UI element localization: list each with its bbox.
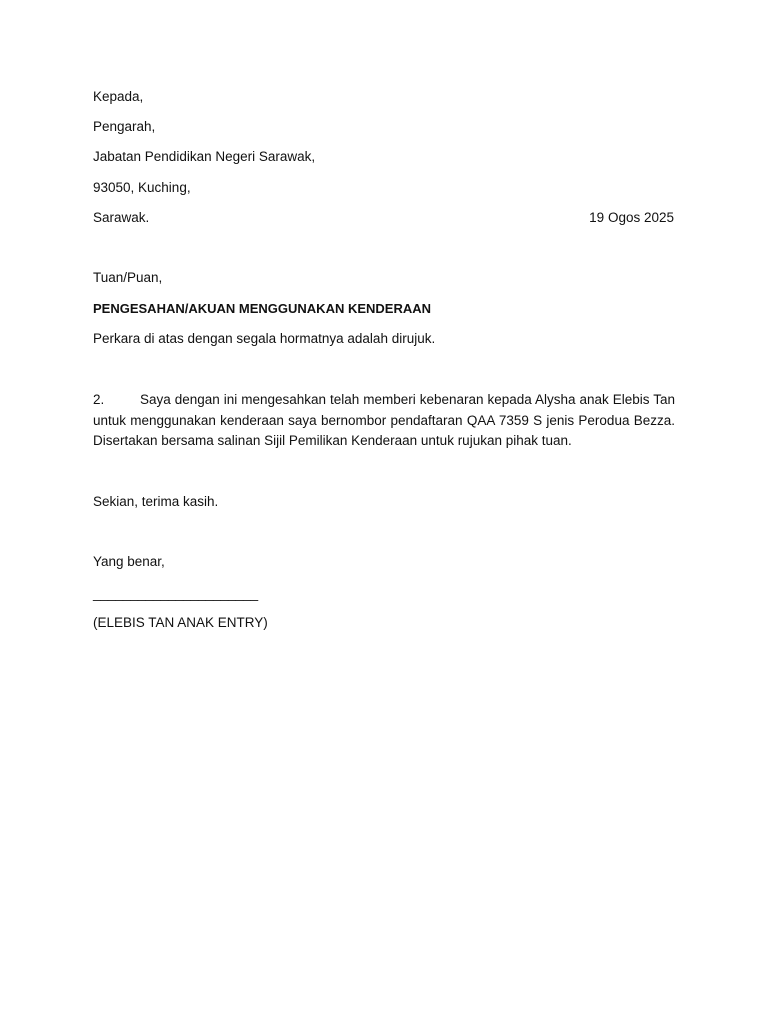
paragraph-text: Saya dengan ini mengesahkan telah memberi kebenaran kepada Alysha anak Elebis Tan untuk menggunakan kenderaan saya bernombor pendaftaran QAA 7359 S jenis Perodua Bezza. Disertakan bersama salinan Sijil Pemilikan Kenderaan untuk rujukan pihak tuan. [93,392,675,448]
paragraph-number: 2. [93,392,105,407]
recipient-department: Jabatan Pendidikan Negeri Sarawak, [93,149,316,164]
reference-line: Perkara di atas dengan segala hormatnya adalah dirujuk. [93,331,436,346]
letter-subject: PENGESAHAN/AKUAN MENGGUNAKAN KENDERAAN [93,301,432,316]
recipient-postcode-city: 93050, Kuching, [93,180,191,195]
greeting: Tuan/Puan, [93,270,163,285]
signature-line: ______________________ [93,586,259,601]
sign-off: Yang benar, [93,554,165,569]
paragraph-2 [93,390,675,452]
recipient-state: Sarawak. [93,210,150,225]
letter-date: 19 Ogos 2025 [589,210,674,225]
recipient-to-label: Kepada, [93,89,144,104]
signatory-name: (ELEBIS TAN ANAK ENTRY) [93,615,268,630]
recipient-title: Pengarah, [93,119,156,134]
closing-line: Sekian, terima kasih. [93,494,219,509]
